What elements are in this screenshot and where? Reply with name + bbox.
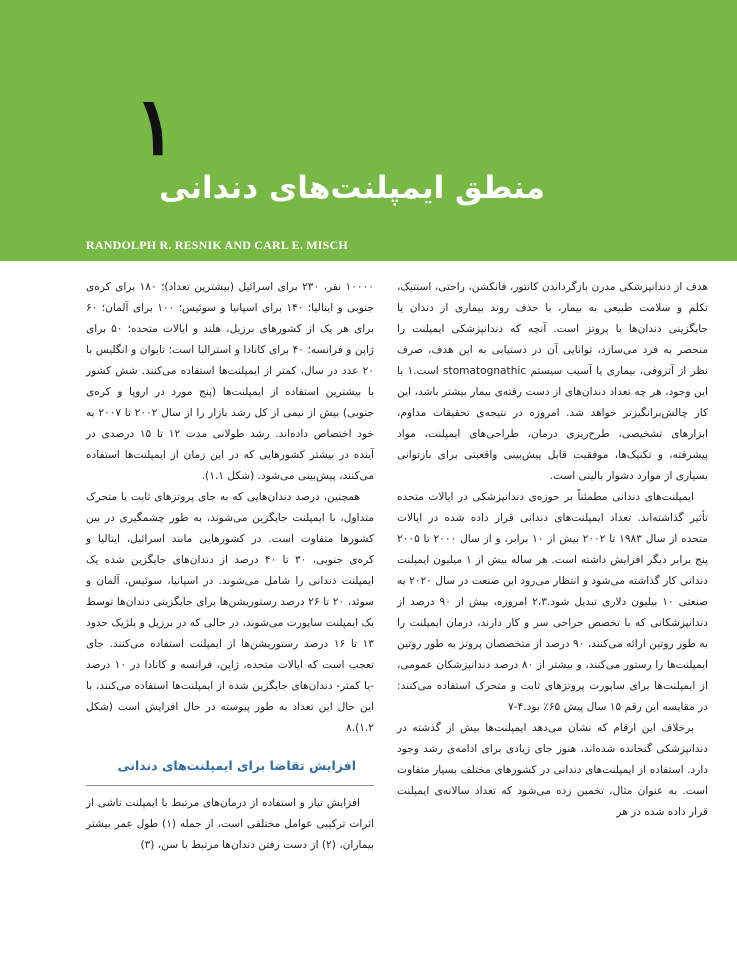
section-heading: افزایش تقاضا برای ایمپلنت‌های دندانی (86, 755, 374, 786)
paragraph: برخلاف این ارقام که نشان می‌دهد ایمپلنت‌ها بیش از گذشته در دندانپزشکی گنجانده شده‌اند، هنوز جای زیادی برای ادامه‌ی رشد وجود دارد. استفاده از ایمپلنت‌های دندانی در کشورهای مختلف بسیار متفاوت است. به عنوان مثال، تخمین زده می‌شود که تعداد سالانه‌ی ایمپلنت قرار داده شده در هر (397, 722, 708, 818)
paragraph: هدف از دندانپزشکی مدرن بازگرداندن کانتور، فانکشن، راحتی، استتیک، تکلم و سلامت طبیعی به بیمار، با حذف روند بیماری از دندان یا جایگزینی دندان‌ها با پروتز است. آنچه که دندانپزشکی ایمپلنت را منحصر به فرد می‌سازد، توانایی آن در دستیابی به این هدف، صرف نظر از آتروفی، بیماری یا آسیب سیستم stomatognathic است.۱ با این وجود، هر چه تعداد دندان‌های از دست رفته‌ی بیمار بیشتر باشد، این کار چالش‌برانگیزتر خواهد شد. امروزه در نتیجه‌ی تحقیقات مداوم، ابزارهای تشخیصی، طرح‌ریزی درمان، طراحی‌های ایمپلنت، مواد پیشرفته، و تکنیک‌ها، موفقیت قابل پیش‌بینی واقعیتی برای بازتوانی بسیاری از موارد دشوار بالینی است. (397, 281, 708, 482)
chapter-authors: RANDOLPH R. RESNIK AND CARL E. MISCH (86, 238, 348, 252)
paragraph: ایمپلنت‌های دندانی مطمئناً بر حوزه‌ی دندانپزشکی در ایالات متحده تأثیر گذاشته‌اند. تعداد ایمپلنت‌های دندانی قرار داده شده در ایالات متحده از سال ۱۹۸۳ تا ۲۰۰۲ بیش از ۱۰ برابر، و از سال ۲۰۰۰ تا ۲۰۰۵ پنج برابر دیگر افزایش داشته است. هر ساله بیش از ۱ میلیون ایمپلنت دندانی کار گذاشته می‌شود و انتظار می‌رود این صنعت در سال ۲۰۲۰ به صنعتی ۱۰ بیلیون دلاری تبدیل شود.۲،۳ امروزه، بیش از ۹۰ درصد از دندانپزشکانی که با تخصص جراحی سر و کار دارند، درمان ایمپلنت را به طور روتین ارائه می‌کنند، ۹۰ درصد از متخصصان پروتز به طور روتین ایمپلنت‌ها را رستور می‌کنند، و بیشتر از ۸۰ درصد دندانپزشکان عمومی، از ایمپلنت‌ها برای ساپورت پروتزهای ثابت و متحرک استفاده می‌کنند: در مقایسه این رقم ۱۵ سال پیش ۶۵٪ بود.۴-۷ (397, 491, 709, 713)
right-text-column (397, 277, 708, 823)
chapter-title: منطق ایمپلنت‌های دندانی (158, 170, 545, 206)
chapter-banner (0, 0, 737, 261)
paragraph: همچنین، درصد دندان‌هایی که به جای پروتزهای ثابت یا متحرک متداول، با ایمپلنت جایگزین می‌شوند، به طور چشمگیری در بین کشورها متفاوت است. در کشورهایی مانند اسرائیل، ایتالیا و کره‌ی جنوبی، ۳۰ تا ۴۰ درصد از دندان‌های جایگزین شده یک ایمپلنت دندانی را شامل می‌شوند. در اسپانیا، سوئیس، آلمان و سوئد، ۲۰ تا ۲۶ درصد رستوریشن‌ها برای جایگزینی دندان‌ها توسط یک ایمپلنت ساپورت می‌شوند، در حالی که در برزیل و بلژیک حدود ۱۳ تا ۱۶ درصد رستوریشن‌ها از ایمپلنت استفاده می‌کنند. جای تعجب است که ایالات متحده، ژاپن، فرانسه و کانادا در ۱۰ درصد -یا کمتر- دندان‌های جایگزین شده از ایمپلنت‌ها استفاده می‌کنند، با این حال این تعداد به طور پیوسته در حال افزایش است (شکل ۱.۲).۸ (86, 491, 374, 734)
paragraph: ۱۰۰۰۰ نفر، ۲۳۰ برای اسرائیل (بیشترین تعداد)؛ ۱۸۰ برای کره‌ی جنوبی و ایتالیا؛ ۱۴۰ برای اسپانیا و سوئیس؛ ۱۰۰ برای آلمان؛ ۶۰ برای هر یک از کشورهای برزیل، هلند و ایالات متحده؛ ۵۰ برای ژاپن و فرانسه؛ ۴۰ برای کانادا و استرالیا است؛ تایوان و انگلیس با ۲۰ عدد در سال، کمتر از ایمپلنت‌ها استفاده می‌کنند. شش کشور با بیشترین استفاده از ایمپلنت‌ها (پنج مورد در اروپا و کره‌ی جنوبی) بیش از نیمی از کل رشد بازار را از سال ۲۰۰۲ تا ۲۰۰۷ به خود اختصاص داده‌اند. رشد طولانی مدت ۱۲ تا ۱۵ درصدی در آینده در بیشتر کشورهایی که در این زمان از ایمپلنت‌ها استفاده می‌کنند، پیش‌بینی می‌شود. (شکل ۱.۱). (86, 281, 375, 482)
chapter-number: ۱ (134, 79, 177, 173)
paragraph: افزایش نیاز و استفاده از درمان‌های مرتبط با ایمپلنت ناشی از اثرات ترکیبی عوامل مختلفی است، از جمله (۱) طول عمر بیشتر بیماران، (۲) از دست رفتن دندان‌ها مرتبط با سن، (۳) (86, 797, 375, 851)
left-text-column (86, 277, 374, 856)
